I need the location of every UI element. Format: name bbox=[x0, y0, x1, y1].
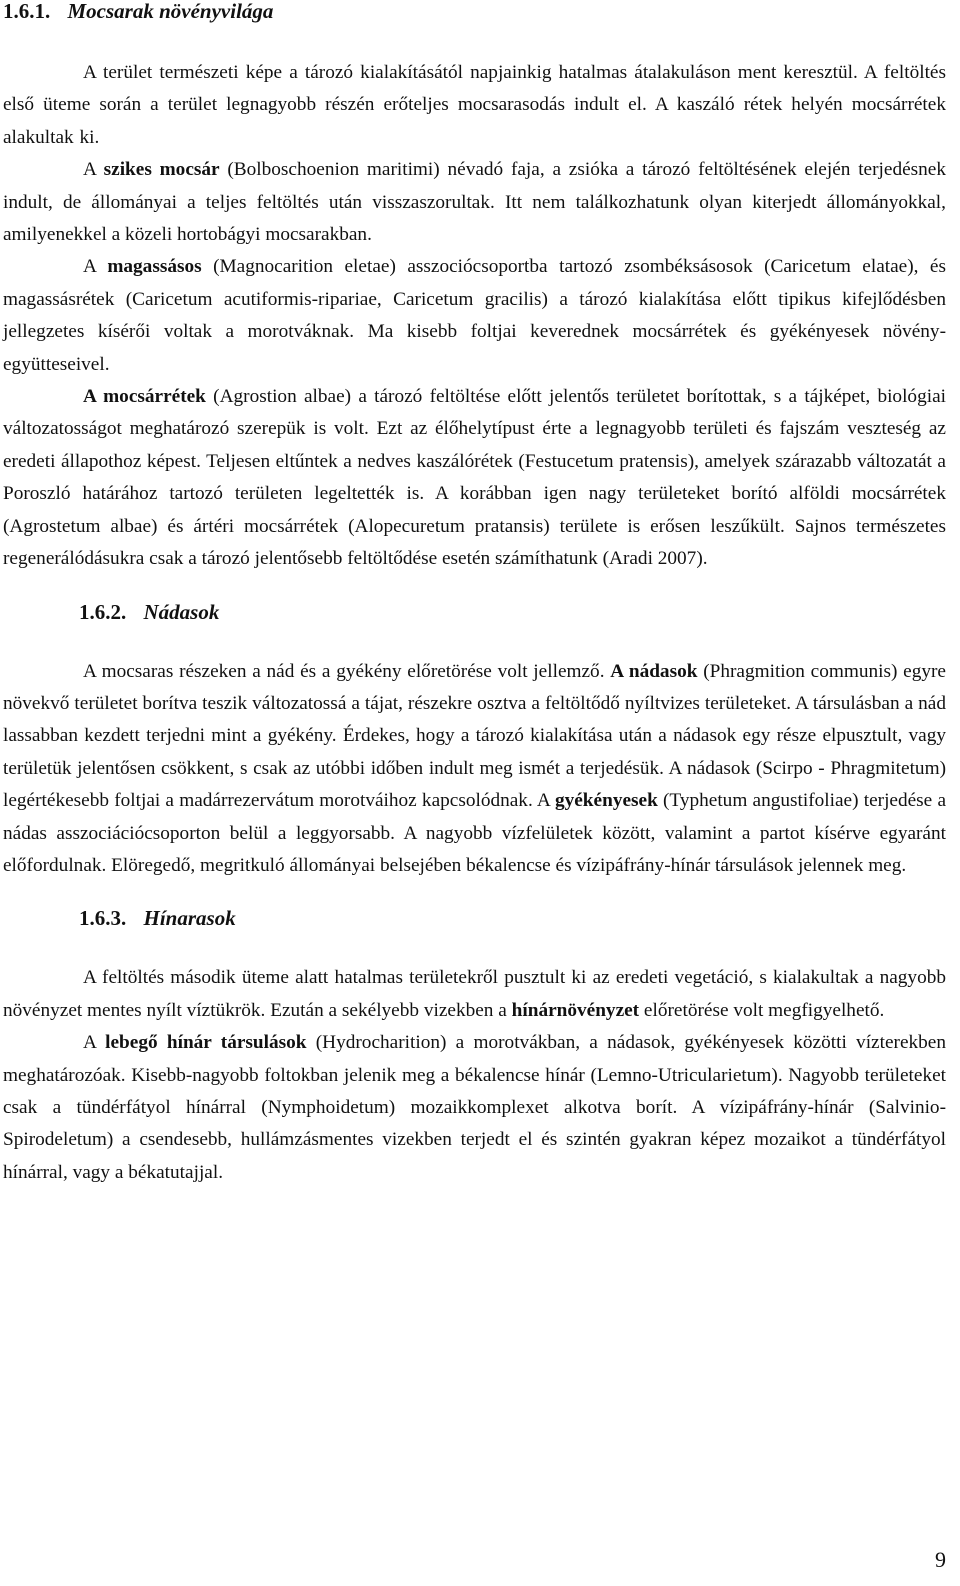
bold-term: gyékényesek bbox=[554, 790, 658, 812]
paragraph bbox=[3, 57, 946, 154]
text-run: A bbox=[83, 1032, 106, 1054]
text-run: (Magnocarition eletae) asszociócsoportba tartozó zsombéksásosok (Caricetum elatae), és magassásrétek (Caricetum acutiformis-ripariae, Caricetum gracilis) a tározó kialakítása előtt tipikus kifejlődésben jellegzetes kísérői voltak a morotváknak. Ma kisebb foltjai keverednek mocsárrétek és gyékényesek növény-együtteseivel. bbox=[3, 256, 946, 375]
text-run: (Hydrocharition) a morotvákban, a nádasok, gyékényesek közötti vízterekben meghatározóak. Kisebb-nagyobb foltokban jelenik meg a békalencse hínár (Lemno-Utricularietum). Nagyobb területeket csak a tündérfátyol hínárral (Nymphoidetum) mozaikkomplexet alkotva borít. A vízipáfrány-hínár (Salvinio-Spirodeletum) a csendesebb, hullámzásmentes vizekben terjedt el és szintén gyakran képez mozaikot a tündérfátyol hínárral, vagy a békatutajjal. bbox=[3, 1032, 946, 1183]
page-content bbox=[3, 0, 946, 1189]
text-run: A bbox=[83, 159, 104, 181]
paragraph bbox=[3, 962, 946, 1027]
paragraph bbox=[3, 656, 946, 883]
text-run: (Phragmition communis) egyre növekvő területet borítva teszik változatossá a tájat, részekre osztva a feltöltődő nyíltvizes területeket. A társulásban a nád lassabban kezdett terjedni mint a gyékény. Érdekes, hogy a tározó kialakítása után a nádasok egy része elpusztult, vagy területük jelentősen csökkent, s csak az utóbbi időben indult meg ismét a terjedésük. A nádasok (Scirpo - Phragmitetum) legértékesebb foltjai a madárrezervátum morotváihoz kapcsolódnak. A bbox=[3, 660, 946, 812]
section-heading-nadasok bbox=[3, 599, 946, 626]
bold-term: lebegő hínár társulások bbox=[105, 1032, 307, 1054]
text-run: A mocsaras részeken a nád és a gyékény előretörése volt jellemző. bbox=[83, 660, 611, 682]
paragraph bbox=[3, 154, 946, 251]
bold-term: magassásos bbox=[107, 256, 202, 278]
bold-term: szikes mocsár bbox=[103, 159, 220, 181]
section-number: 1.6.3. bbox=[79, 906, 127, 931]
section-title: Nádasok bbox=[143, 599, 220, 624]
paragraph bbox=[3, 251, 946, 381]
text-run: (Typhetum angustifoliae) terjedése a nádas asszociációcsoporton belül a leggyorsabb. A nagyobb vízfelületek között, valamint a partot kísérve egyaránt előfordulnak. Elöregedő, megritkuló állományai belsejében békalencse és vízipáfrány-hínár társulások jelennek meg. bbox=[3, 790, 946, 876]
paragraph bbox=[3, 1027, 946, 1189]
text-run: A bbox=[83, 256, 108, 278]
page-number: 9 bbox=[935, 1547, 946, 1572]
section-title: Hínarasok bbox=[143, 906, 236, 931]
text-run: A feltöltés második üteme alatt hatalmas területekről pusztult ki az eredeti vegetáció, s kialakultak a nagyobb növényzet mentes nyílt víztükrök. Ezután a sekélyebb vizekben a bbox=[3, 967, 946, 1021]
section-number: 1.6.2. bbox=[79, 599, 127, 624]
paragraph bbox=[3, 381, 946, 575]
text-run: előretörése volt megfigyelhető. bbox=[639, 999, 885, 1021]
section-number: 1.6.1. bbox=[3, 0, 51, 23]
section-title: Mocsarak növényvilága bbox=[67, 0, 274, 23]
bold-term: A mocsárrétek bbox=[83, 386, 206, 408]
section-heading-mocsarak bbox=[3, 0, 946, 25]
text-run: A terület természeti képe a tározó kialakításától napjainkig hatalmas átalakuláson ment keresztül. A feltöltés első üteme során a terület legnagyobb részén erőteljes mocsarasodás indult el. A kaszáló rétek helyén mocsárrétek alakultak ki. bbox=[3, 62, 946, 148]
text-run: (Agrostion albae) a tározó feltöltése előtt jelentős területet borítottak, s a tájképet, biológiai változatosságot meghatározó szerepük is volt. Ezt az élőhelytípust érte a legnagyobb területi és fajszám veszteség az eredeti állapothoz képest. Teljesen eltűntek a nedves kaszálórétek (Festucetum pratensis), amelyek szárazabb változatát a Poroszló határához tartozó területen legeltették is. A korábban igen nagy területeket borító alföldi mocsárrétek (Agrostetum albae) és ártéri mocsárrétek (Alopecuretum pratansis) területe is erősen leszűkült. Sajnos természetes regenerálódásukra csak a tározó jelentősebb feltöltődése esetén számíthatunk (Aradi 2007). bbox=[3, 386, 946, 570]
bold-term: hínárnövényzet bbox=[511, 999, 640, 1021]
text-run: (Bolboschoenion maritimi) névadó faja, a zsióka a tározó feltöltésének elején terjedésnek indult, de állományai a teljes feltöltés után visszaszorultak. Itt nem találkozhatunk olyan kiterjedt állományokkal, amilyenekkel a közeli hortobágyi mocsarakban. bbox=[3, 159, 946, 246]
section-heading-hinarasok bbox=[3, 905, 946, 932]
bold-term: A nádasok bbox=[610, 660, 698, 682]
